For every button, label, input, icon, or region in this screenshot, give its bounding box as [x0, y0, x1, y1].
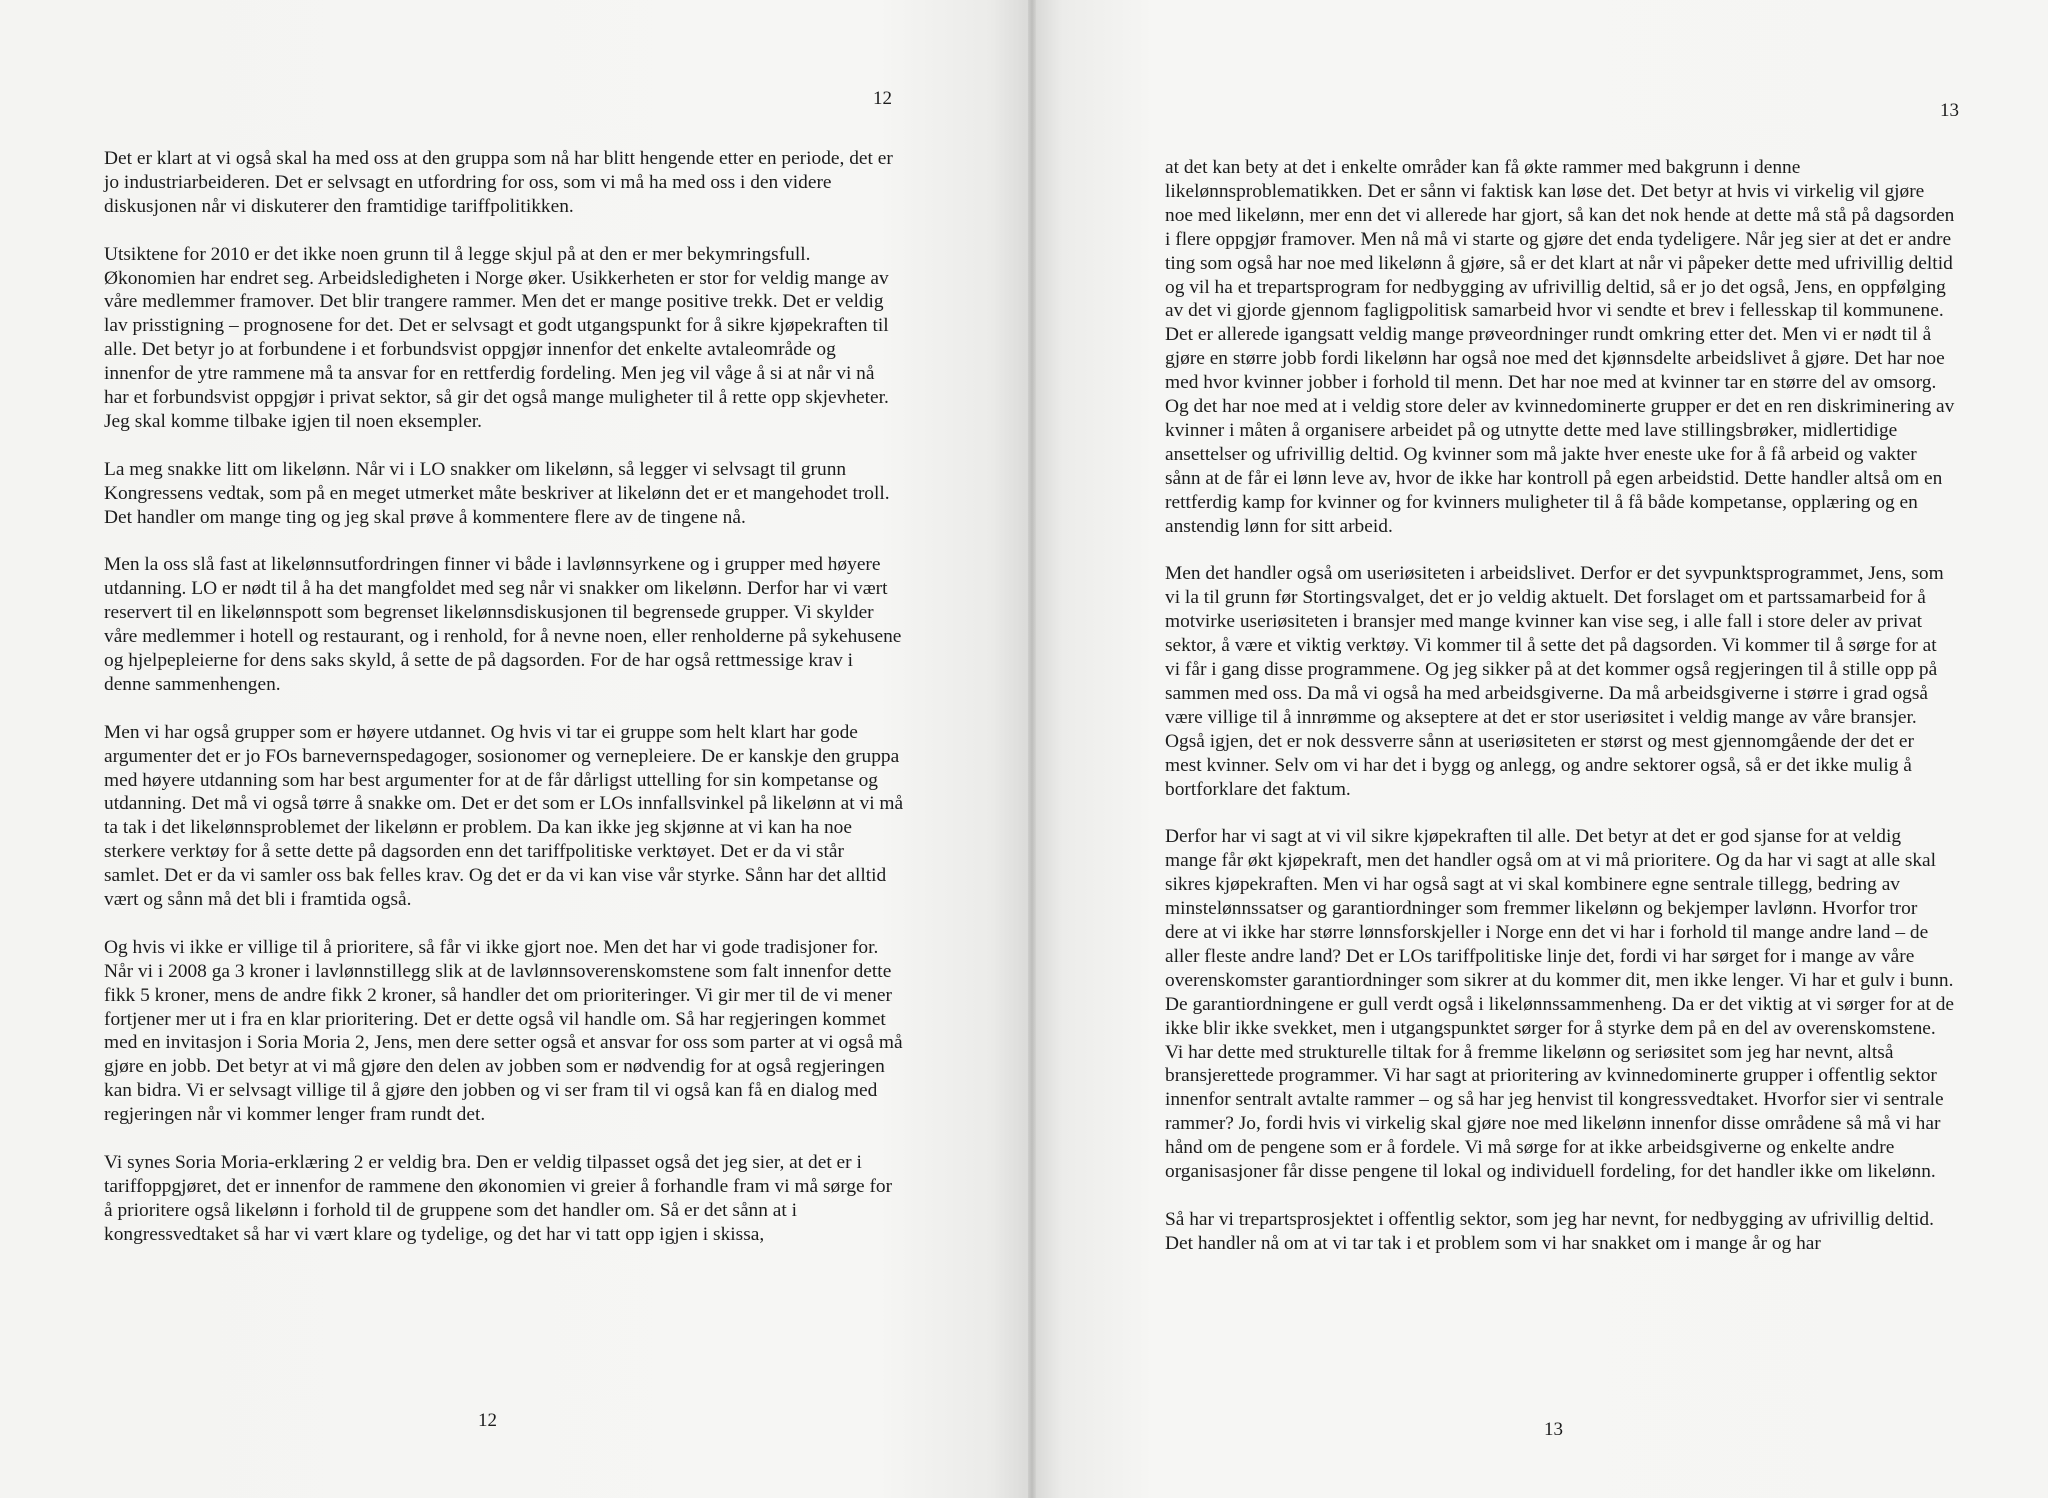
book-gutter — [1028, 0, 1036, 1498]
page-body — [1165, 156, 1955, 1280]
right-page — [1032, 0, 2048, 1498]
paragraph: Derfor har vi sagt at vi vil sikre kjøpekraften til alle. Det betyr at det er god sjanse for at veldig mange får økt kjøpekraft, men det handler også om at vi må prioritere. Og da har vi sagt at alle skal sikres kjøpekraften. Men vi har også sagt at vi skal kombinere egne sentrale tillegg, bedring av minstelønnssatser og garantiordninger som fremmer likelønn og bekjemper lavlønn. Hvorfor tror dere at vi ikke har større lønnsforskjeller i Norge enn det vi har i forhold til mange andre land – de aller fleste andre land? Det er LOs tariffpolitiske linje det, fordi vi har sørget for i mange av våre overenskomster garantiordninger som sikrer at du kommer dit, men ikke lenger. Vi har et gulv i bunn. De garantiordningene er gull verdt også i likelønnssammenheng. Da er det viktig at vi sørger for at de ikke blir ikke svekket, men i utgangspunktet sørger for å styrke dem på en del av overenskomstene. Vi har dette med strukturelle tiltak for å fremme likelønn og seriøsitet som jeg har nevnt, altså bransjerettede programmer. Vi har sagt at prioritering av kvinnedominerte grupper i offentlig sektor innenfor sentralt avtalte rammer – og så har jeg henvist til kongressvedtaket. Hvorfor sier vi sentrale rammer? Jo, fordi hvis vi virkelig skal gjøre noe med likelønn innenfor disse områdene så må vi har hånd om de pengene som er å fordele. Vi må sørge for at ikke arbeidsgiverne og enkelte andre organisasjoner får disse pengene til lokal og individuell fordeling, for det handler ikke om likelønn. — [1165, 826, 1955, 1183]
paragraph: Vi synes Soria Moria-erklæring 2 er veldig bra. Den er veldig tilpasset også det jeg sier, at det er i tariffoppgjøret, det er innenfor de rammene den økonomien vi greier å forhandle fram vi må sørge for å prioritere også likelønn i forhold til de gruppene som det handler om. Så er det sånn at i kongressvedtaket så har vi vært klare og tydelige, og det har vi tatt opp igjen i skissa, — [104, 1151, 893, 1245]
paragraph: Men vi har også grupper som er høyere utdannet. Og hvis vi tar ei gruppe som helt klart har gode argumenter det er jo FOs barnevernspedagoger, sosionomer og vernepleiere. De er kanskje den gruppa med høyere utdanning som har best argumenter for at de får dårligst uttelling for sin kompetanse og utdanning. Det må vi også tørre å snakke om. Det er det som er LOs innfallsvinkel på likelønn at vi må ta tak i det likelønnsproblemet der likelønn er problem. Da kan ikke jeg skjønne at vi kan ha noe sterkere verktøy for å sette dette på dagsorden enn det tariffpolitiske verktøyet. Det er da vi står samlet. Det er da vi samler oss bak felles krav. Og det er da vi kan vise vår styrke. Sånn har det alltid vært og sånn må det bli i framtida også. — [104, 721, 904, 911]
paragraph: at det kan bety at det i enkelte områder kan få økte rammer med bakgrunn i denne likelønnsproblematikken. Det er sånn vi faktisk kan løse det. Det betyr at hvis vi virkelig vil gjøre noe med likelønn, mer enn det vi allerede har gjort, så kan det nok hende at dette må stå på dagsorden i flere oppgjør framover. Men nå må vi starte og gjøre det enda tydeligere. Når jeg sier at det er andre ting som også har noe med likelønn å gjøre, så er det klart at når vi påpeker dette med ufrivillig deltid og vil ha et trepartsprogram for nedbygging av ufrivillig deltid, så er jo det også, Jens, en oppfølging av det vi gjorde gjennom fagligpolitisk samarbeid hvor vi sendte et brev i fellesskap til kommunene. Det er allerede igangsatt veldig mange prøveordninger rundt omkring etter det. Men vi er nødt til å gjøre en større jobb fordi likelønn har også noe med det kjønnsdelte arbeidslivet å gjøre. Det har noe med hvor kvinner jobber i forhold til menn. Det har noe med at kvinner tar en større del av omsorg. Og det har noe med at i veldig store deler av kvinnedominerte grupper er det en ren diskriminering av kvinner i måten å organisere arbeidet på og utnytte dette med lave stillingsbrøker, midlertidige ansettelser og ufrivillig deltid. Og kvinner som må jakte hver eneste uke for å få arbeid og vakter sånn at de får ei lønn leve av, hvor de ikke har kontroll på egen arbeidstid. Dette handler altså om en rettferdig kamp for kvinner og for kvinners muligheter til å få både kompetanse, opplæring og en anstendig lønn for sitt arbeid. — [1165, 157, 1955, 537]
paragraph: Utsiktene for 2010 er det ikke noen grunn til å legge skjul på at den er mer bekymringsfull. Økonomien har endret seg. Arbeidsledigheten i Norge øker. Usikkerheten er stor for veldig mange av våre medlemmer framover. Det blir trangere rammer. Men det er mange positive trekk. Det er veldig lav prisstigning – prognosene for det. Det er selvsagt et godt utgangspunkt for å sikre kjøpekraften til alle. Det betyr jo at forbundene i et forbundsvist oppgjør innenfor det enkelte avtaleområde og innenfor de ytre rammene må ta ansvar for en rettferdig fordeling. Men jeg vil våge å si at når vi nå har et forbundsvist oppgjør i privat sektor, så gir det også mange muligheter til å rette opp skjevheter. Jeg skal komme tilbake igjen til noen eksempler. — [104, 243, 889, 432]
page-number-bottom: 13 — [1544, 1419, 1563, 1440]
page-number-bottom: 12 — [478, 1410, 497, 1431]
paragraph: Og hvis vi ikke er villige til å prioritere, så får vi ikke gjort noe. Men det har vi gode tradisjoner for. Når vi i 2008 ga 3 kroner i lavlønnstillegg slik at de lavlønnsoverenskomstene som falt innenfor dette fikk 5 kroner, mens de andre fikk 2 kroner, så handler det om prioriteringer. Vi gir mer til de vi mener fortjener mer ut i fra en klar prioritering. Det er dette også vil handle om. Så har regjeringen kommet med en invitasjon i Soria Moria 2, Jens, men dere setter også et ansvar for oss som parter at vi også må gjøre en jobb. Det betyr at vi må gjøre den delen av jobben som er nødvendig for at også regjeringen kan bidra. Vi er selvsagt villige til å gjøre den jobben og vi ser fram til vi også kan få en dialog med regjeringen når vi kommer lenger fram rundt det. — [104, 936, 903, 1126]
paragraph: Det er klart at vi også skal ha med oss at den gruppa som nå har blitt hengende etter en periode, det er jo industriarbeideren. Det er selvsagt en utfordring for oss, som vi må ha med oss i den videre diskusjonen når vi diskuterer den framtidige tariffpolitikken. — [104, 148, 893, 217]
paragraph: Så har vi trepartsprosjektet i offentlig sektor, som jeg har nevnt, for nedbygging av ufrivillig deltid. Det handler nå om at vi tar tak i et problem som vi har snakket om i mange år og har — [1165, 1208, 1934, 1254]
paragraph: La meg snakke litt om likelønn. Når vi i LO snakker om likelønn, så legger vi selvsagt til grunn Kongressens vedtak, som på en meget utmerket måte beskriver at likelønn det er et mangehodet troll. Det handler om mange ting og jeg skal prøve å kommentere flere av de tingene nå. — [104, 458, 890, 528]
paragraph: Men la oss slå fast at likelønnsutfordringen finner vi både i lavlønnsyrkene og i grupper med høyere utdanning. LO er nødt til å ha det mangfoldet med seg når vi snakker om likelønn. Derfor har vi vært reservert til en likelønnspott som begrenset likelønnsdiskusjonen til begrensede grupper. Vi skylder våre medlemmer i hotell og restaurant, og i renhold, for å nevne noen, eller renholderne på sykehusene og hjelpepleierne for dens saks skyld, å sette de på dagsorden. For de har også rettmessige krav i denne sammenhengen. — [104, 554, 902, 695]
page-number-top: 12 — [873, 88, 892, 109]
page-body — [104, 147, 904, 1270]
page-number-top: 13 — [1940, 100, 1959, 121]
paragraph: Men det handler også om useriøsiteten i arbeidslivet. Derfor er det syvpunktsprogrammet, Jens, som vi la til grunn før Stortingsvalget, det er jo veldig aktuelt. Det forslaget om et partssamarbeid for å motvirke useriøsiteten i bransjer med mange kvinner kan vise seg, i alle fall i store deler av privat sektor, å være et viktig verktøy. Vi kommer til å sette det på dagsorden. Vi kommer til å sørge for at vi får i gang disse programmene. Og jeg sikker på at det kommer også regjeringen til å stille opp på sammen med oss. Da må vi også ha med arbeidsgiverne. Da må arbeidsgiverne i større i grad også være villige til å innrømme og akseptere at det er stor useriøsitet i veldig mange av våre bransjer. Også igjen, det er nok dessverre sånn at useriøsiteten er størst og mest gjennomgående der det er mest kvinner. Selv om vi har det i bygg og anlegg, og andre sektorer også, så er det ikke mulig å bortforklare det faktum. — [1165, 563, 1944, 800]
